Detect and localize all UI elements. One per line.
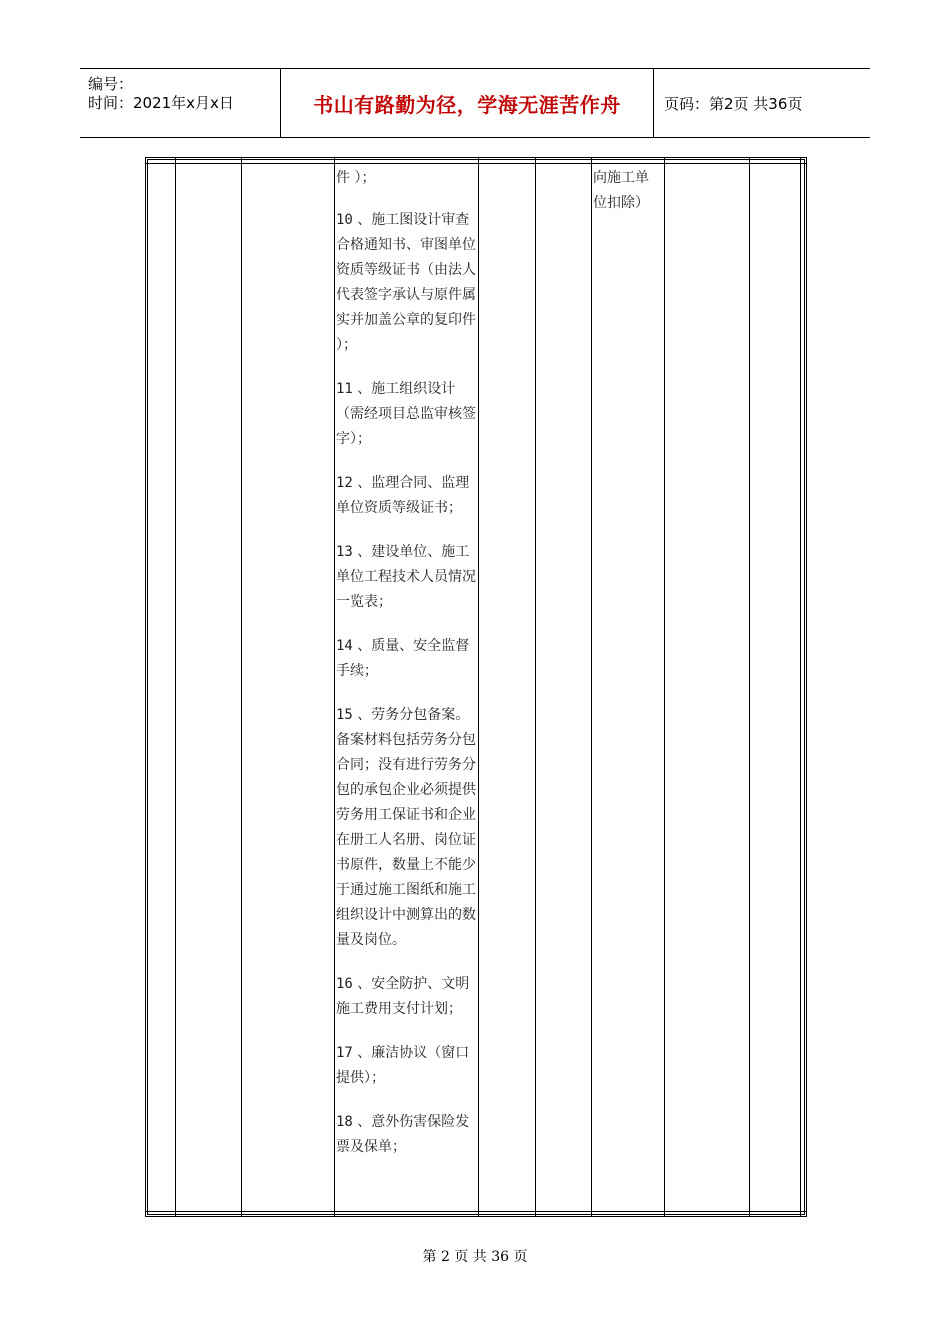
- list-item: 12 、监理合同、监理单位资质等级证书；: [336, 475, 470, 516]
- page-footer: 第 2 页 共 36 页: [422, 1249, 528, 1265]
- document-number-label: 编号：: [88, 75, 134, 93]
- list-item: 13 、建设单位、施工单位工程技术人员情况一览表；: [336, 544, 476, 610]
- list-item: 14 、质量、安全监督手续；: [336, 638, 470, 679]
- document-time-label: 时间：2021年x月x日: [88, 94, 234, 112]
- side-note: 向施工单位扣除）: [593, 170, 649, 211]
- list-item: 10 、施工图设计审查合格通知书、审图单位资质等级证书（由法人代表签字承认与原件属实并加盖公章的复印件 ）；: [336, 212, 476, 353]
- table-column-divider: [175, 157, 176, 1217]
- table-column-divider: [800, 157, 801, 1217]
- table-row-divider: [145, 1211, 807, 1212]
- header-meta: [80, 69, 281, 137]
- table-column-divider: [478, 157, 479, 1217]
- table-column-divider: [334, 157, 335, 1217]
- table-column-divider: [241, 157, 242, 1217]
- requirements-list: [336, 166, 478, 1179]
- list-item: 11 、施工组织设计（需经项目总监审核签字）；: [336, 381, 476, 447]
- table-column-divider: [664, 157, 665, 1217]
- table-column-divider: [535, 157, 536, 1217]
- header-motto: 书山有路勤为径，学海无涯苦作舟: [281, 69, 654, 137]
- header-page-label: 页码：第2页 共36页: [664, 94, 803, 113]
- table-row-divider: [145, 163, 807, 164]
- list-item: 15 、劳务分包备案。备案材料包括劳务分包合同；没有进行劳务分包的承包企业必须提供劳务用工保证书和企业在册工人名册、岗位证书原件，数量上不能少于通过施工图纸和施工组织设计中测算出的数量及岗位。: [336, 707, 476, 948]
- list-item: 18 、意外伤害保险发票及保单；: [336, 1114, 470, 1155]
- list-item: 17 、廉洁协议（窗口提供）；: [336, 1045, 470, 1086]
- table-column-divider: [591, 157, 592, 1217]
- list-item-continuation: 件 ）；: [336, 170, 376, 186]
- page-header: [80, 68, 870, 138]
- list-item: 16 、安全防护、文明施工费用支付计划；: [336, 976, 470, 1017]
- table-column-divider: [749, 157, 750, 1217]
